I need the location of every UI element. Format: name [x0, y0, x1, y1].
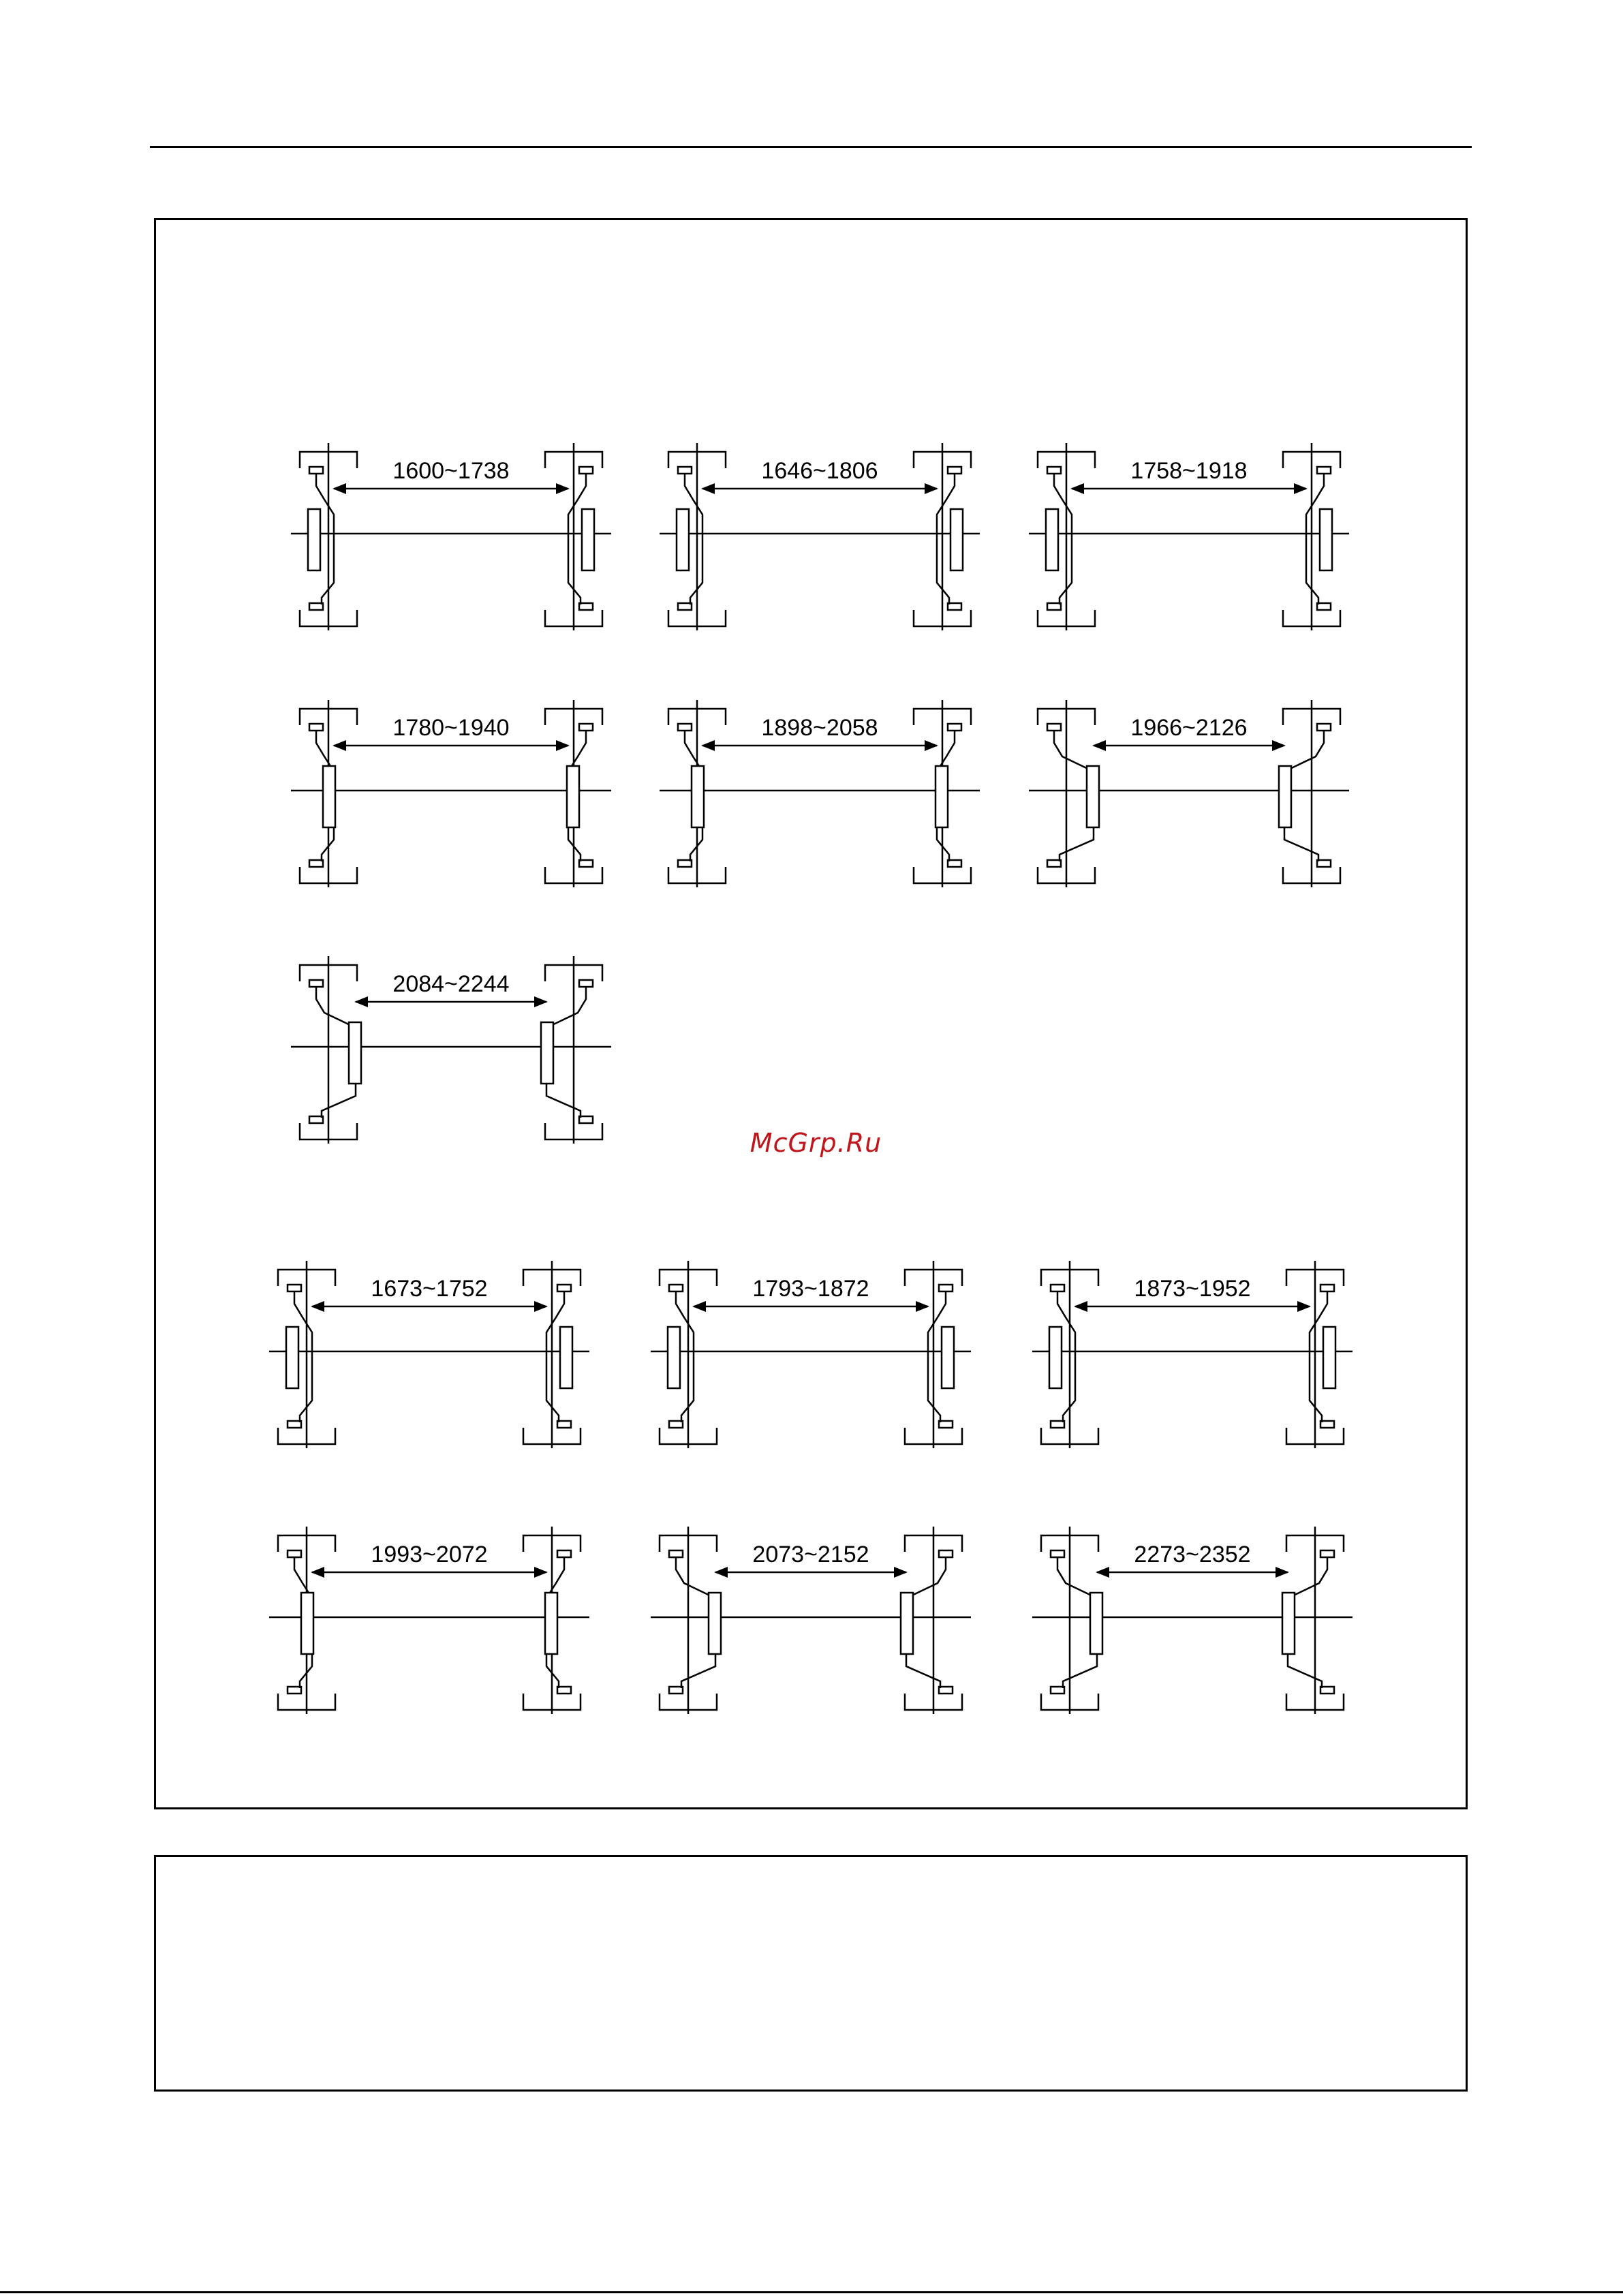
hub-pad-top	[939, 1285, 953, 1291]
hub-pad-top	[1051, 1285, 1064, 1291]
wheel-track-diagram	[660, 443, 980, 630]
dimension-label: 1758~1918	[1130, 458, 1248, 484]
wheel-track-diagram	[1029, 700, 1349, 887]
hub-pad-top	[309, 980, 323, 987]
tire-section	[308, 509, 320, 570]
hub-pad-top	[1320, 1285, 1334, 1291]
hub-pad-top	[288, 1285, 301, 1291]
wheel-track-diagram	[269, 1527, 589, 1714]
hub-pad-top	[1317, 724, 1331, 731]
hub-pad-top	[288, 1550, 301, 1557]
hub-pad-top	[579, 467, 593, 474]
watermark: McGrp.Ru	[749, 1128, 882, 1158]
wheel-track-diagram	[291, 956, 611, 1144]
wheel-track-diagram	[269, 1261, 589, 1448]
dimension-label: 1873~1952	[1134, 1276, 1251, 1302]
tire-section	[901, 1593, 913, 1654]
tire-section	[567, 766, 579, 827]
tire-section	[1282, 1593, 1295, 1654]
hub-pad-top	[579, 724, 593, 731]
hub-pad-top	[948, 724, 961, 731]
hub-pad-top	[309, 724, 323, 731]
wheel-track-diagram	[651, 1527, 971, 1714]
wheel-track-diagram	[291, 443, 611, 630]
hub-pad-top	[1051, 1550, 1064, 1557]
wheel-track-diagram	[291, 700, 611, 887]
tire-section	[582, 509, 594, 570]
dimension-label: 1600~1738	[392, 458, 510, 484]
tire-section	[541, 1022, 553, 1084]
tire-section	[950, 509, 963, 570]
hub-pad-top	[1317, 467, 1331, 474]
hub-pad-top	[948, 467, 961, 474]
tire-section	[323, 766, 335, 827]
hub-pad-top	[1047, 724, 1061, 731]
tire-section	[942, 1327, 954, 1388]
hub-pad-top	[557, 1550, 571, 1557]
tire-section	[1279, 766, 1291, 827]
tire-section	[1049, 1327, 1062, 1388]
tire-section	[692, 766, 704, 827]
tire-section	[668, 1327, 680, 1388]
wheel-track-diagram	[1032, 1527, 1352, 1714]
tire-section	[545, 1593, 557, 1654]
tire-section	[286, 1327, 298, 1388]
dimension-label: 1966~2126	[1130, 715, 1248, 741]
dimension-label: 1898~2058	[761, 715, 878, 741]
hub-pad-top	[939, 1550, 953, 1557]
tire-section	[1323, 1327, 1335, 1388]
wheel-track-diagram	[651, 1261, 971, 1448]
tire-section	[677, 509, 689, 570]
tire-section	[1087, 766, 1099, 827]
hub-pad-top	[1047, 467, 1061, 474]
tire-section	[1090, 1593, 1102, 1654]
hub-pad-top	[669, 1285, 683, 1291]
hub-pad-top	[557, 1285, 571, 1291]
tire-section	[709, 1593, 721, 1654]
wheel-track-diagram	[1029, 443, 1349, 630]
tire-section	[1046, 509, 1058, 570]
dimension-label: 1673~1752	[371, 1276, 488, 1302]
tire-section	[1320, 509, 1332, 570]
dimension-label: 1780~1940	[392, 715, 510, 741]
wheel-track-diagram	[1032, 1261, 1352, 1448]
tire-section	[936, 766, 948, 827]
dimension-label: 1646~1806	[761, 458, 878, 484]
hub-pad-top	[579, 980, 593, 987]
dimension-label: 2273~2352	[1134, 1542, 1251, 1567]
dimension-label: 1793~1872	[752, 1276, 869, 1302]
dimension-label: 2073~2152	[752, 1542, 869, 1567]
hub-pad-top	[1320, 1550, 1334, 1557]
dimension-label: 1993~2072	[371, 1542, 488, 1567]
hub-pad-top	[669, 1550, 683, 1557]
tire-section	[349, 1022, 361, 1084]
tire-section	[301, 1593, 313, 1654]
tire-section	[560, 1327, 572, 1388]
hub-pad-top	[678, 724, 692, 731]
dimension-label: 2084~2244	[392, 971, 510, 997]
hub-pad-top	[678, 467, 692, 474]
wheel-track-diagram	[660, 700, 980, 887]
hub-pad-top	[309, 467, 323, 474]
